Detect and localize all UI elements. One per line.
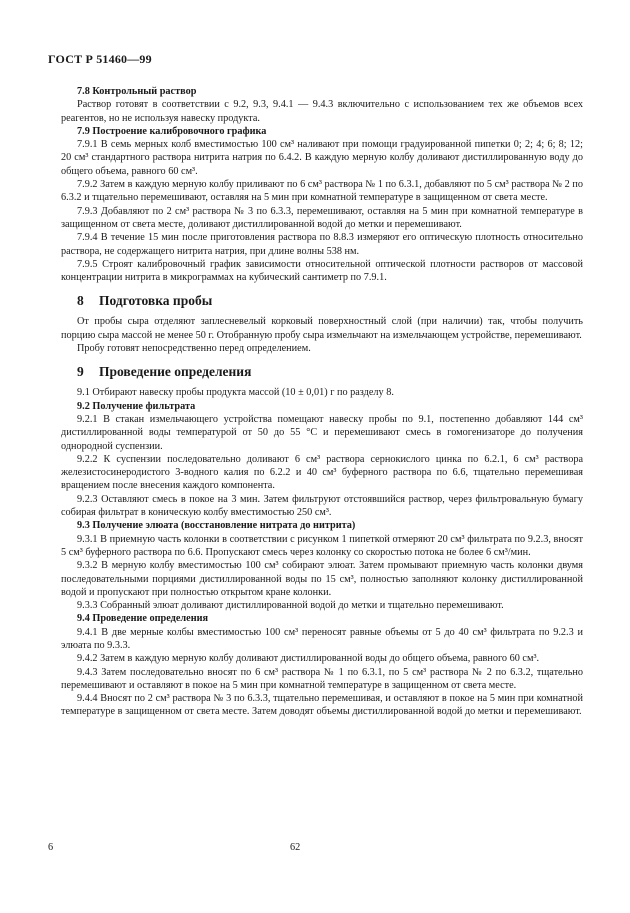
paragraph-9-2-3: 9.2.3 Оставляют смесь в покое на 3 мин. Затем фильтруют отстоявшийся раствор, через фильтровальную бумагу собирая фильтрат в коническую колбу вместимостью 250 см³.: [61, 493, 583, 519]
paragraph-7-9-3: 7.9.3 Добавляют по 2 см³ раствора № 3 по 6.3.3, перемешивают, оставляя на 5 мин при комнатной температуре в защищенном от света месте, доливают дистиллированной водой до метки и перемешивают.: [61, 205, 583, 230]
paragraph-9-4-2: 9.4.2 Затем в каждую мерную колбу доливают дистиллированной воды до общего объема, равного 60 см³.: [77, 653, 540, 665]
paragraph-9-3-2: 9.3.2 В мерную колбу вместимостью 100 см³ собирают элюат. Затем промывают приемную часть колонки двумя последовательными порциями дистиллированной воды по 15 см³, полностью заполняют колонку дистиллированной водой и пропускают при полностью открытом кране колонки.: [61, 560, 583, 598]
paragraph-9-4-1: 9.4.1 В две мерные колбы вместимостью 100 см³ переносят равные объемы от 5 до 40 см³ фильтрата по 9.2.3 и элюата по 9.3.3.: [61, 626, 583, 651]
subsection-title-7-9: 7.9 Построение калибровочного графика: [77, 125, 267, 137]
paragraph-7-9-4: 7.9.4 В течение 15 мин после приготовления раствора по 8.8.3 измеряют его оптическую плотность относительно раствора, не содержащего нитрита натрия, при длине волны 538 нм.: [61, 232, 583, 257]
section-heading-9: [61, 364, 583, 380]
section-title-9: Проведение определения: [99, 364, 252, 380]
page-number-center: 62: [290, 842, 301, 853]
paragraph-9-2-2: 9.2.2 К суспензии последовательно доливают 6 см³ раствора сернокислого цинка по 6.2.1, 6 см³ раствора железистосинеродистого 3-водного калия по 6.2.2 и 40 см³ буферного раствора по 6.6, тщательно перемешивая вращением после внесения каждого компонента.: [61, 453, 583, 492]
section-number-8: 8: [77, 293, 84, 309]
paragraph-9-1: 9.1 Отбирают навеску пробы продукта массой (10 ± 0,01) г по разделу 8.: [77, 387, 394, 399]
page-number-left: 6: [48, 842, 54, 853]
subsection-title-7-8: 7.8 Контрольный раствор: [77, 86, 197, 97]
paragraph-8-2: Пробу готовят непосредственно перед определением.: [77, 343, 311, 355]
section-heading-8: [61, 293, 583, 309]
paragraph-7-9-5: 7.9.5 Строят калибровочный график зависимости относительной оптической плотности растворов от массовой концентрации нитрита в микрограммах на кубический сантиметр по 7.9.1.: [61, 258, 583, 284]
paragraph-7-9-2: 7.9.2 Затем в каждую мерную колбу приливают по 6 см³ раствора № 1 по 6.3.1, добавляют по 5 см³ раствора № 2 по 6.3.2 и тщательно перемешивают, оставляя на 5 мин при комнатной температуре в защищенном от света месте.: [61, 179, 583, 204]
paragraph-9-2-1: 9.2.1 В стакан измельчающего устройства помещают навеску пробы по 9.1, постепенно добавляют 144 см³ дистиллированной воды температурой от 50 до 55 °С и перемешивают смесь в гомогенизаторе до получения однородной суспензии.: [61, 413, 583, 452]
subsection-title-9-2: 9.2 Получение фильтрата: [77, 400, 196, 412]
paragraph-9-4-4: 9.4.4 Вносят по 2 см³ раствора № 3 по 6.3.3, тщательно перемешивая, и оставляют в покое на 5 мин при комнатной температуре в защищенном от света месте. Затем доводят объемы дистиллированной водой до метки и перемешивают.: [61, 693, 583, 718]
paragraph-9-4-3: 9.4.3 Затем последовательно вносят по 6 см³ раствора № 1 по 6.3.1, по 5 см³ раствора № 2 по 6.3.2, тщательно перемешивают и оставляют в покое на 5 мин при комнатной температуре в защищенном от света месте.: [61, 666, 583, 691]
subsection-title-9-4: 9.4 Проведение определения: [77, 613, 209, 625]
document-body: [61, 85, 583, 719]
paragraph-9-3-1: 9.3.1 В приемную часть колонки в соответствии с рисунком 1 пипеткой отмеряют 20 см³ фильтрата по 9.2.3, вносят 5 см³ буферного раствора по 6.6. Пропускают смесь через колонку со скоростью потока не более 6 см³/мин.: [61, 533, 583, 558]
document-header: ГОСТ Р 51460—99: [48, 52, 152, 66]
subsection-title-9-3: 9.3 Получение элюата (восстановление нитрата до нитрита): [77, 520, 356, 532]
paragraph-8-1: От пробы сыра отделяют заплесневелый корковый поверхностный слой (при наличии) так, чтобы получить порцию сыра массой не менее 50 г. Отобранную пробу сыра измельчают на измельчающем устройстве, перемешивают.: [61, 316, 583, 341]
paragraph-7-9-1: 7.9.1 В семь мерных колб вместимостью 100 см³ наливают при помощи градуированной пипетки 0; 2; 4; 6; 8; 12; 20 см³ стандартного раствора нитрита натрия по 6.4.2. В каждую мерную колбу доливают дистиллированную воду до общего объема, равного 60 см³.: [61, 139, 583, 177]
paragraph-9-3-3: 9.3.3 Собранный элюат доливают дистиллированной водой до метки и тщательно перемешивают.: [77, 600, 504, 612]
section-number-9: 9: [77, 364, 84, 380]
section-title-8: Подготовка пробы: [99, 293, 213, 309]
paragraph-7-8: Раствор готовят в соответствии с 9.2, 9.3, 9.4.1 — 9.4.3 включительно с использованием тех же объемов всех реагентов, но не используя навеску продукта.: [61, 99, 583, 124]
